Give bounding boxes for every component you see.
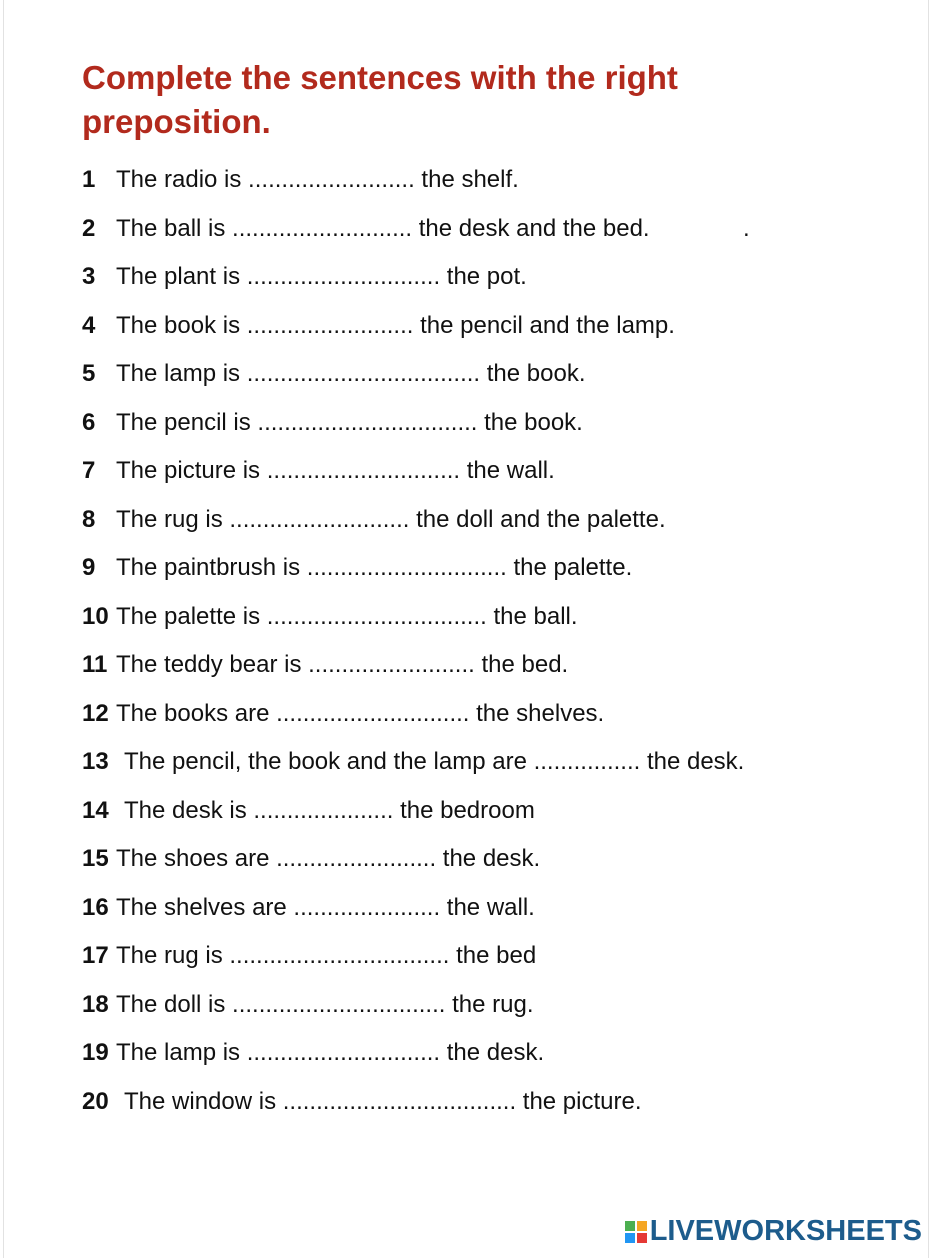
list-item bbox=[82, 884, 750, 933]
item-sentence: The pencil, the book and the lamp are ................ the desk. bbox=[124, 748, 745, 776]
item-number: 8 bbox=[82, 505, 96, 533]
logo-square-red bbox=[637, 1233, 647, 1243]
list-item bbox=[82, 835, 750, 884]
liveworksheets-logo-icon bbox=[625, 1221, 647, 1243]
item-number: 16 bbox=[82, 893, 109, 921]
item-sentence: The window is ................................... the picture. bbox=[124, 1087, 642, 1115]
item-number: 20 bbox=[82, 1087, 109, 1115]
item-number: 9 bbox=[82, 554, 96, 582]
item-number: 5 bbox=[82, 360, 96, 388]
liveworksheets-logo[interactable] bbox=[625, 1215, 922, 1248]
list-item bbox=[82, 350, 750, 399]
item-sentence: The ball is ........................... the desk and the bed. . bbox=[116, 214, 750, 242]
list-item bbox=[82, 496, 750, 545]
worksheet-title: Complete the sentences with the right preposition. bbox=[82, 59, 678, 140]
item-sentence: The desk is ..................... the bedroom bbox=[124, 796, 535, 824]
item-number: 19 bbox=[82, 1039, 109, 1067]
list-item bbox=[82, 399, 750, 448]
item-sentence: The lamp is ............................. the desk. bbox=[116, 1039, 545, 1067]
logo-square-green bbox=[625, 1221, 635, 1231]
item-number: 14 bbox=[82, 796, 109, 824]
item-sentence: The palette is ................................. the ball. bbox=[116, 602, 578, 630]
list-item bbox=[82, 932, 750, 981]
list-item bbox=[82, 738, 750, 787]
item-sentence: The paintbrush is .............................. the palette. bbox=[116, 554, 633, 582]
logo-square-blue bbox=[625, 1233, 635, 1243]
list-item bbox=[82, 302, 750, 351]
item-number: 15 bbox=[82, 845, 109, 873]
item-sentence: The picture is ............................. the wall. bbox=[116, 457, 555, 485]
item-sentence: The shoes are ........................ the desk. bbox=[116, 845, 541, 873]
list-item bbox=[82, 544, 750, 593]
item-sentence: The books are ............................. the shelves. bbox=[116, 699, 605, 727]
item-number: 1 bbox=[82, 166, 96, 194]
list-item bbox=[82, 690, 750, 739]
item-sentence: The rug is ................................. the bed bbox=[116, 942, 537, 970]
item-sentence: The radio is ......................... the shelf. bbox=[116, 166, 519, 194]
list-item bbox=[82, 641, 750, 690]
item-number: 10 bbox=[82, 602, 109, 630]
logo-text: LIVEWORKSHEETS bbox=[649, 1215, 922, 1247]
item-number: 11 bbox=[82, 651, 108, 679]
item-sentence: The shelves are ...................... the wall. bbox=[116, 893, 535, 921]
item-number: 7 bbox=[82, 457, 96, 485]
item-number: 6 bbox=[82, 408, 96, 436]
item-number: 4 bbox=[82, 311, 96, 339]
item-sentence: The teddy bear is ......................... the bed. bbox=[116, 651, 569, 679]
item-number: 2 bbox=[82, 214, 96, 242]
list-item bbox=[82, 981, 750, 1030]
list-item bbox=[82, 156, 750, 205]
list-item bbox=[82, 447, 750, 496]
item-sentence: The book is ......................... the pencil and the lamp. bbox=[116, 311, 675, 339]
list-item bbox=[82, 1029, 750, 1078]
item-sentence: The doll is ................................ the rug. bbox=[116, 990, 534, 1018]
list-item bbox=[82, 593, 750, 642]
item-number: 17 bbox=[82, 942, 109, 970]
list-item bbox=[82, 787, 750, 836]
item-number: 12 bbox=[82, 699, 109, 727]
item-number: 18 bbox=[82, 990, 109, 1018]
item-sentence: The rug is ........................... the doll and the palette. bbox=[116, 505, 666, 533]
list-item bbox=[82, 1078, 750, 1127]
item-number: 13 bbox=[82, 748, 109, 776]
logo-square-orange bbox=[637, 1221, 647, 1231]
list-item bbox=[82, 253, 750, 302]
item-sentence: The pencil is ................................. the book. bbox=[116, 408, 583, 436]
sentence-list bbox=[82, 156, 750, 1126]
list-item bbox=[82, 205, 750, 254]
item-number: 3 bbox=[82, 263, 96, 291]
item-sentence: The plant is ............................. the pot. bbox=[116, 263, 527, 291]
item-sentence: The lamp is ................................... the book. bbox=[116, 360, 586, 388]
